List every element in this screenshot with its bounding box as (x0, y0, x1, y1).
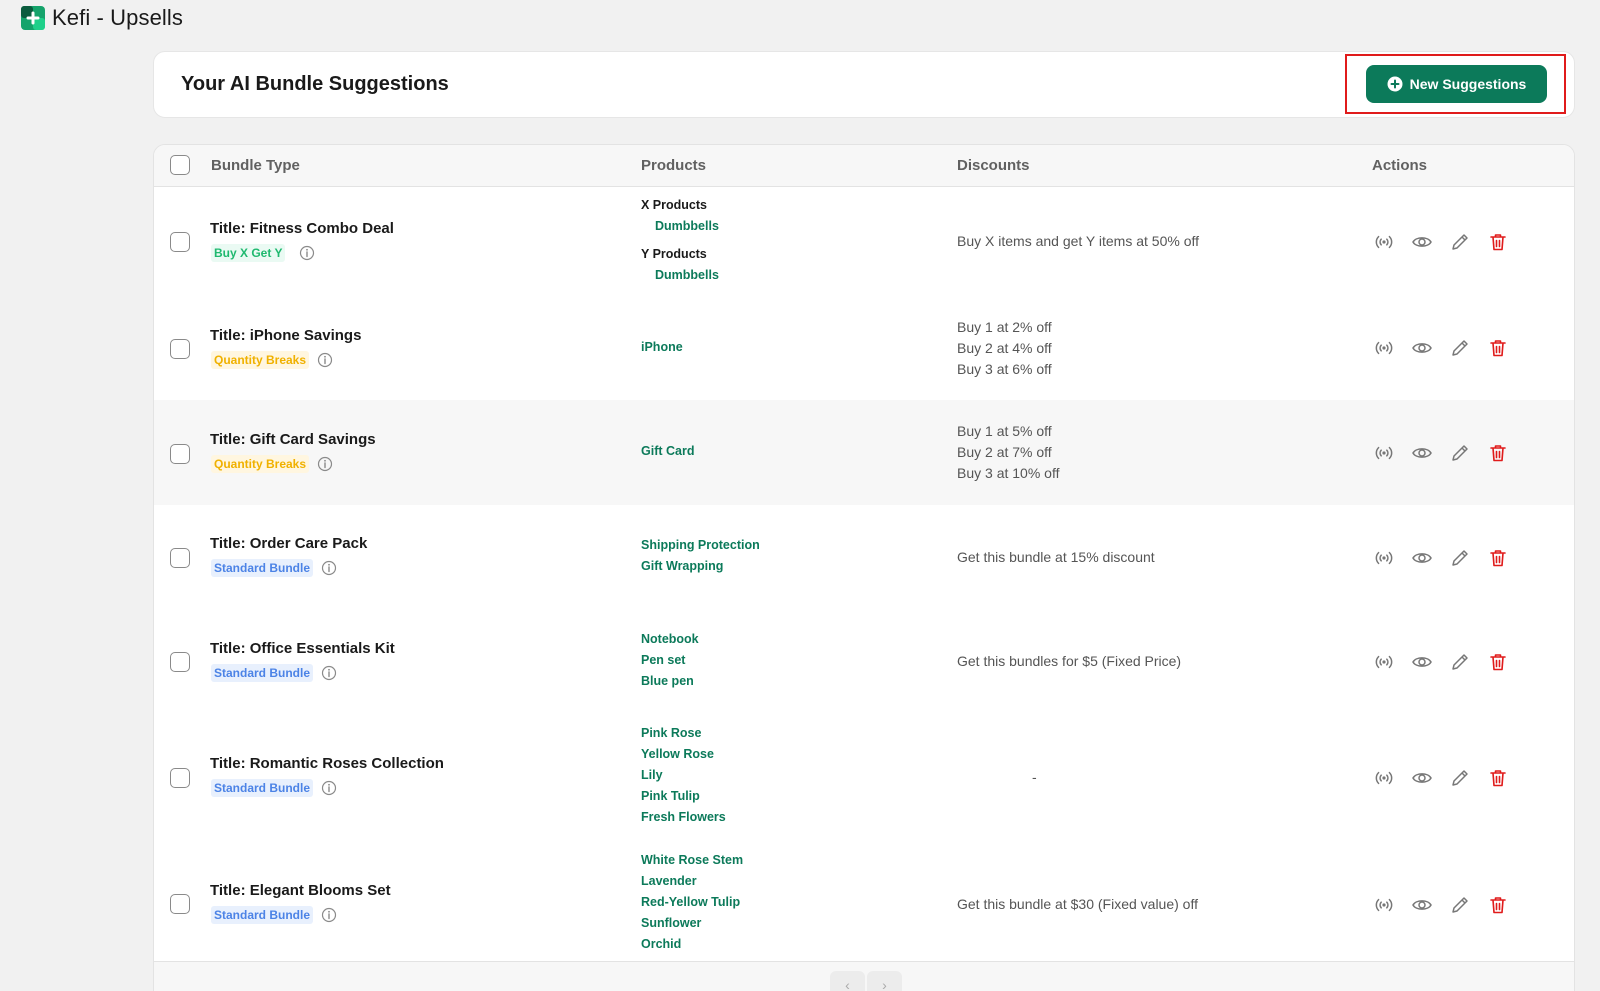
eye-icon[interactable] (1411, 337, 1433, 359)
discount-text: Buy 3 at 10% off (957, 465, 1060, 481)
pencil-icon[interactable] (1449, 547, 1471, 569)
pencil-icon[interactable] (1449, 231, 1471, 253)
row-checkbox[interactable] (170, 444, 190, 464)
product-link[interactable]: Sunflower (641, 916, 702, 930)
bundle-type-badge: Standard Bundle (211, 906, 313, 924)
trash-icon[interactable] (1487, 894, 1509, 916)
table-row[interactable] (154, 713, 1574, 841)
discount-text: Get this bundle at $30 (Fixed value) off (957, 896, 1198, 912)
chevron-right-icon[interactable]: › (867, 971, 902, 991)
product-link[interactable]: Red-Yellow Tulip (641, 895, 741, 909)
product-link[interactable]: Pink Tulip (641, 789, 700, 803)
bundle-type-badge: Quantity Breaks (211, 455, 309, 473)
product-link[interactable]: Gift Card (641, 444, 695, 458)
column-header-products: Products (641, 157, 707, 174)
trash-icon[interactable] (1487, 442, 1509, 464)
broadcast-icon[interactable] (1373, 651, 1395, 673)
page-title: Your AI Bundle Suggestions (181, 73, 449, 95)
discount-text: Buy 2 at 7% off (957, 444, 1052, 460)
info-icon[interactable] (317, 456, 333, 472)
bundle-title: Title: Romantic Roses Collection (210, 755, 444, 772)
bundle-title: Title: Fitness Combo Deal (210, 220, 394, 237)
app-header (20, 4, 183, 32)
y-products-label: Y Products (641, 247, 707, 261)
table-header (154, 145, 1574, 187)
product-link[interactable]: Dumbbells (655, 268, 719, 282)
discount-text: Get this bundle at 15% discount (957, 549, 1155, 565)
table-row[interactable] (154, 400, 1574, 506)
info-icon[interactable] (321, 665, 337, 681)
trash-icon[interactable] (1487, 337, 1509, 359)
product-link[interactable]: Shipping Protection (641, 538, 760, 552)
new-suggestions-button[interactable] (1366, 65, 1547, 103)
discount-text: - (1032, 769, 1037, 785)
product-link[interactable]: Pen set (641, 653, 686, 667)
bundle-type-badge: Quantity Breaks (211, 351, 309, 369)
row-checkbox[interactable] (170, 548, 190, 568)
pencil-icon[interactable] (1449, 894, 1471, 916)
table-row[interactable] (154, 609, 1574, 714)
select-all-checkbox[interactable] (170, 155, 190, 175)
product-link[interactable]: Yellow Rose (641, 747, 714, 761)
trash-icon[interactable] (1487, 547, 1509, 569)
eye-icon[interactable] (1411, 231, 1433, 253)
discount-text: Buy 1 at 5% off (957, 423, 1052, 439)
product-link[interactable]: White Rose Stem (641, 853, 744, 867)
x-products-label: X Products (641, 198, 707, 212)
bundle-title: Title: Elegant Blooms Set (210, 882, 391, 899)
column-header-discounts: Discounts (957, 157, 1030, 174)
pencil-icon[interactable] (1449, 767, 1471, 789)
pencil-icon[interactable] (1449, 337, 1471, 359)
bundle-type-badge: Standard Bundle (211, 779, 313, 797)
product-link[interactable]: Lavender (641, 874, 697, 888)
bundle-title: Title: Gift Card Savings (210, 431, 376, 448)
table-row[interactable] (154, 840, 1574, 968)
product-link[interactable]: Notebook (641, 632, 699, 646)
product-link[interactable]: Blue pen (641, 674, 694, 688)
eye-icon[interactable] (1411, 547, 1433, 569)
bundle-type-badge: Buy X Get Y (211, 244, 285, 262)
info-icon[interactable] (321, 560, 337, 576)
info-icon[interactable] (321, 780, 337, 796)
trash-icon[interactable] (1487, 651, 1509, 673)
info-icon[interactable] (321, 907, 337, 923)
bundle-type-badge: Standard Bundle (211, 559, 313, 577)
bundle-table (153, 144, 1575, 991)
column-header-bundle-type: Bundle Type (211, 157, 300, 174)
product-link[interactable]: Fresh Flowers (641, 810, 726, 824)
broadcast-icon[interactable] (1373, 547, 1395, 569)
bundle-title: Title: iPhone Savings (210, 327, 362, 344)
plus-circle-icon (1387, 76, 1403, 92)
bundle-title: Title: Office Essentials Kit (210, 640, 395, 657)
info-icon[interactable] (317, 352, 333, 368)
row-checkbox[interactable] (170, 232, 190, 252)
broadcast-icon[interactable] (1373, 767, 1395, 789)
eye-icon[interactable] (1411, 894, 1433, 916)
product-link[interactable]: Pink Rose (641, 726, 702, 740)
eye-icon[interactable] (1411, 767, 1433, 789)
broadcast-icon[interactable] (1373, 231, 1395, 253)
broadcast-icon[interactable] (1373, 442, 1395, 464)
bundle-title: Title: Order Care Pack (210, 535, 368, 552)
row-checkbox[interactable] (170, 339, 190, 359)
bundle-type-badge: Standard Bundle (211, 664, 313, 682)
discount-text: Buy 3 at 6% off (957, 361, 1052, 377)
table-row[interactable] (154, 187, 1574, 299)
table-row[interactable] (154, 296, 1574, 401)
eye-icon[interactable] (1411, 442, 1433, 464)
chevron-left-icon[interactable]: ‹ (830, 971, 865, 991)
product-link[interactable]: Orchid (641, 937, 682, 951)
discount-text: Buy X items and get Y items at 50% off (957, 233, 1200, 249)
trash-icon[interactable] (1487, 767, 1509, 789)
column-header-actions: Actions (1372, 157, 1428, 174)
product-link[interactable]: Dumbbells (655, 219, 719, 233)
new-suggestions-label: New Suggestions (1409, 76, 1527, 92)
row-checkbox[interactable] (170, 894, 190, 914)
eye-icon[interactable] (1411, 651, 1433, 673)
app-title: Kefi - Upsells (52, 5, 183, 30)
info-icon[interactable] (299, 245, 315, 261)
product-link[interactable]: Gift Wrapping (641, 559, 724, 573)
discount-text: Buy 2 at 4% off (957, 340, 1052, 356)
broadcast-icon[interactable] (1373, 337, 1395, 359)
row-checkbox[interactable] (170, 768, 190, 788)
product-link[interactable]: Lily (641, 768, 663, 782)
broadcast-icon[interactable] (1373, 894, 1395, 916)
table-row[interactable] (154, 505, 1574, 610)
row-checkbox[interactable] (170, 652, 190, 672)
discount-text: Get this bundles for $5 (Fixed Price) (957, 653, 1182, 669)
product-link[interactable]: iPhone (641, 340, 683, 354)
pencil-icon[interactable] (1449, 442, 1471, 464)
pencil-icon[interactable] (1449, 651, 1471, 673)
kefi-logo-icon (20, 5, 46, 31)
discount-text: Buy 1 at 2% off (957, 319, 1052, 335)
trash-icon[interactable] (1487, 231, 1509, 253)
pagination (830, 971, 902, 991)
